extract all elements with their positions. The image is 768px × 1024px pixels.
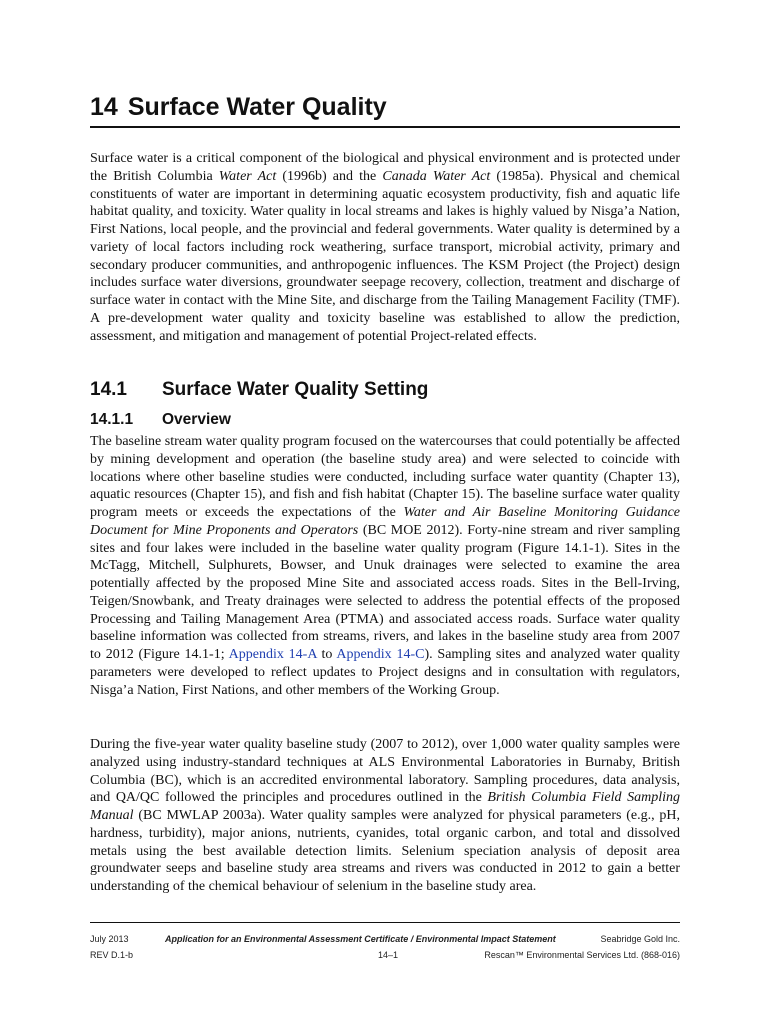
chapter-title [90,92,680,122]
overview-paragraph [90,433,680,699]
appendix-14a-link[interactable]: Appendix 14-A [228,647,317,662]
study-text-1: During the five-year water quality baseline study (2007 to 2012), over 1,000 water quality samples were analyzed using industry-standard techniques at ALS Environmental Laboratories in Burnaby, British Columbia (BC), which is an accredited environmental laboratory. Sampling procedures, data analysis, and QA/QC followed the principles and procedures outlined in the [90,737,680,806]
section-number: 14.1 [90,379,127,400]
canada-water-act-italic: Canada Water Act [382,168,491,184]
chapter-title-text: Surface Water Quality [127,93,387,121]
section-heading [90,378,428,402]
subsection-heading [90,410,231,430]
footer-page-number: 14–1 [377,950,399,960]
overview-text-4: ). Sampling sites and analyzed water quality parameters were developed to reflect updates to Project designs and in consultation with regulators, Nisga’a Nation, First Nations, and other members of the Working Group. [90,647,680,698]
water-act-italic: Water Act [218,168,277,184]
guidance-document-italic: Water and Air Baseline Monitoring Guidance Document for Mine Proponents and Operators [90,505,681,538]
intro-paragraph [90,150,680,345]
overview-text-3: to [316,647,337,662]
subsection-number: 14.1.1 [90,411,134,428]
intro-text-1: Surface water is a critical component of the biological and physical environment and is protected under the British Columbia [90,151,680,184]
intro-text-3: (1985a). Physical and chemical constituents of water are important in determining aquatic ecosystem productivity, fish and aquatic life habitat quality, and toxicity. Water quality in local streams and lakes is highly valued by Nisga’a Nation, First Nations, local people, and the provincial and federal governments. Water quality is determined by a variety of local factors including rock weathering, surface transport, microbial activity, primary and secondary producer communities, and anthropogenic influences. The KSM Project (the Project) design includes surface water diversions, groundwater seepage recovery, collection, treatment and discharge of surface water in contact with the Mine Site, and discharge from the Tailing Management Facility (TMF). A pre-development water quality and toxicity baseline was established to allow the prediction, assessment, and mitigation and management of potential Project-related effects. [90,168,680,344]
footer-date: July 2013 [90,934,129,944]
footer-document-title: Application for an Environmental Assessment Certificate / Environmental Impact Statement [165,934,556,944]
document-page [90,0,680,1024]
footer-consultant: Rescan™ Environmental Services Ltd. (868-016) [484,950,680,960]
title-rule [90,126,680,128]
section-title: Surface Water Quality Setting [162,379,429,400]
field-sampling-manual-italic: British Columbia Field Sampling Manual [90,790,680,823]
appendix-14c-link[interactable]: Appendix 14-C [336,647,425,662]
overview-text-2: (BC MOE 2012). Forty-nine stream and river sampling sites and four lakes were included in the baseline water quality program (Figure 14.1-1). Sites in the McTagg, Mitchell, Sulphurets, Bowser, and Unuk drainages were selected to examine the area potentially affected by the proposed Mine Site and associated access roads. Sites in the Bell-Irving, Teigen/Snowbank, and Treaty drainages were selected to address the potential effects of the proposed Processing and Tailing Management Area (PTMA) and associated access roads. Surface water quality baseline information was collected from streams, rivers, and lakes in the baseline study area from 2007 to 2012 (Figure 14.1-1; [90,522,680,662]
overview-text-1: The baseline stream water quality program focused on the watercourses that could potentially be affected by mining development and operation (the baseline study area) and were selected to coincide with locations where other baseline studies were conducted, including surface water quantity (Chapter 13), aquatic resources (Chapter 15), and fish and fish habitat (Chapter 15). The baseline surface water quality program meets or exceeds the expectations of the [90,434,680,520]
study-text-2: (BC MWLAP 2003a). Water quality samples were analyzed for physical parameters (e.g., pH, hardness, turbidity), major anions, nutrients, cyanides, total organic carbon, and total and dissolved metals using the best available detection limits. Selenium speciation analysis of deposit area groundwater seeps and baseline study area streams and rivers was conducted in 2012 to gain a better understanding of the chemical behaviour of selenium in the baseline study area. [90,808,680,894]
study-paragraph [90,736,680,896]
footer-rule [90,922,680,923]
subsection-title: Overview [162,411,231,428]
footer-revision: REV D.1-b [90,950,134,960]
chapter-number: 14 [90,93,118,121]
footer-company: Seabridge Gold Inc. [600,934,680,944]
intro-text-2: (1996b) and the [276,168,383,184]
